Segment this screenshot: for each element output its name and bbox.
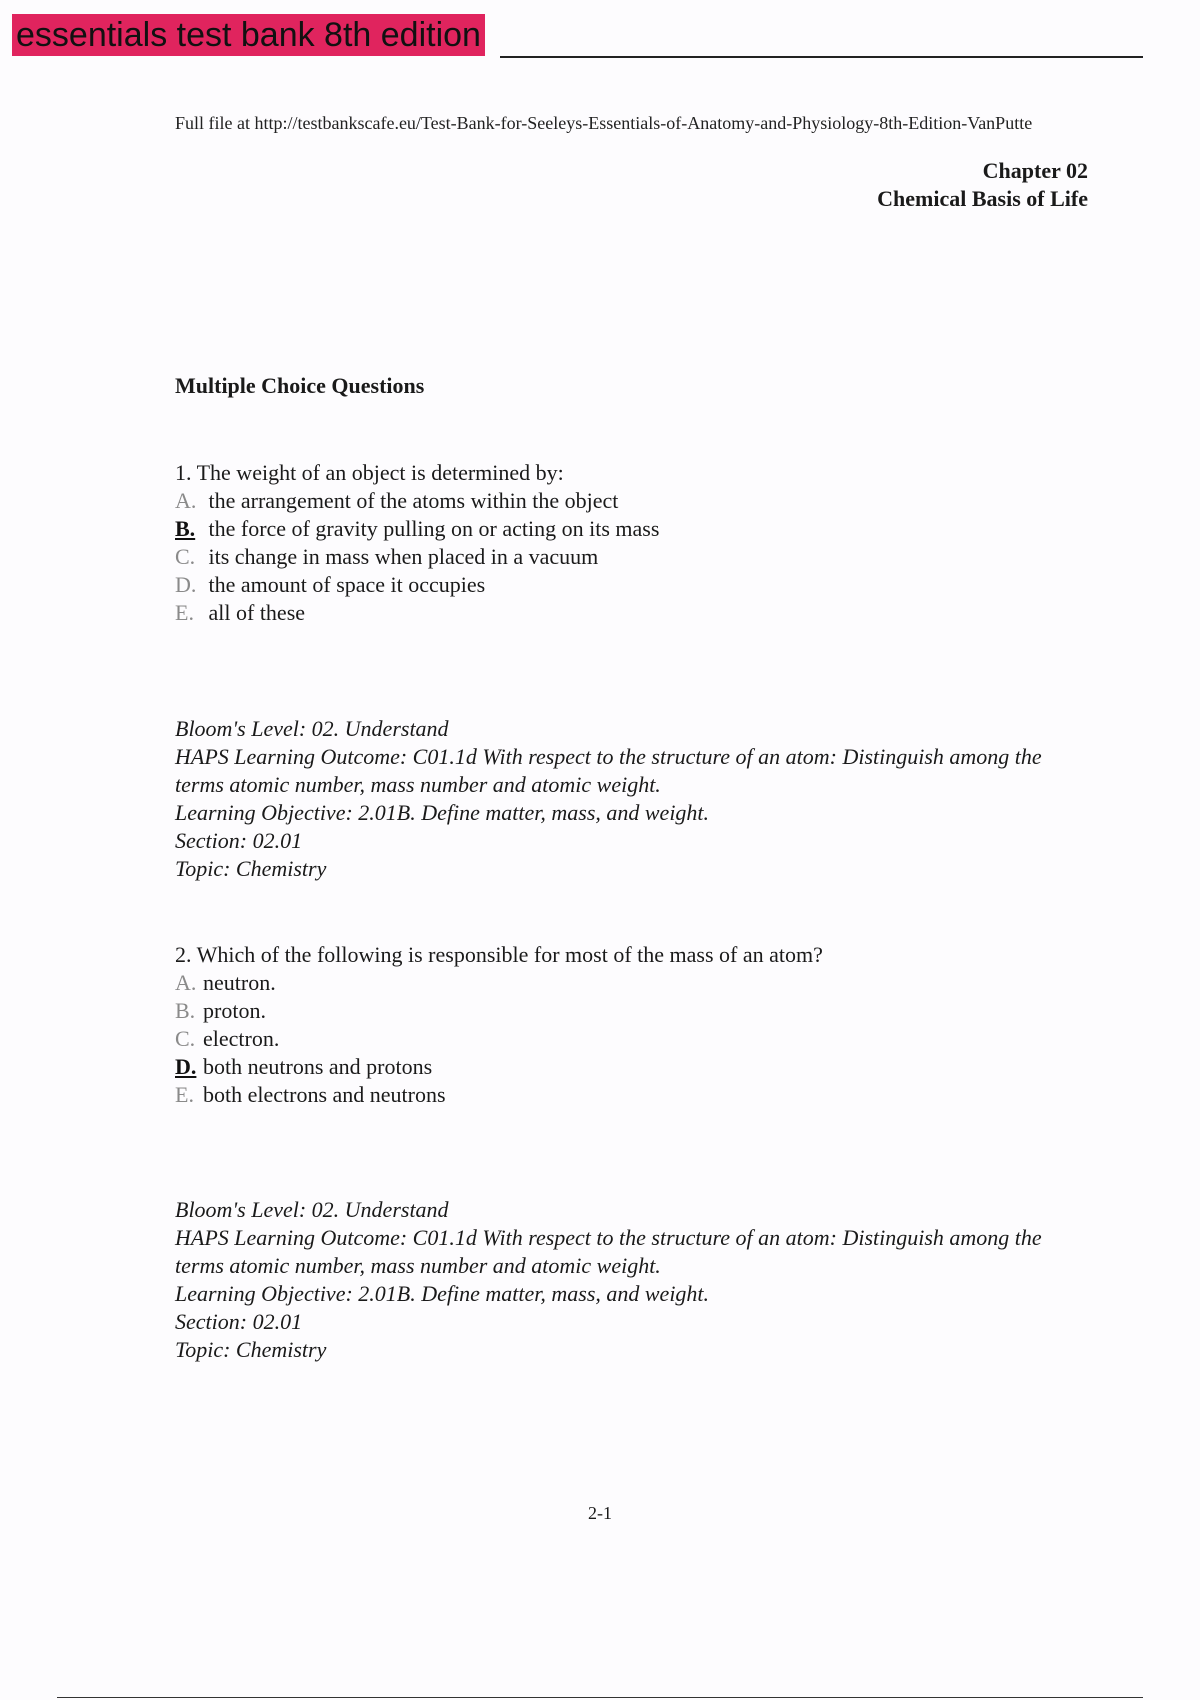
topic: Topic: Chemistry bbox=[175, 856, 327, 881]
choice-letter: D. bbox=[175, 572, 197, 597]
choice-letter-correct: D. bbox=[175, 1054, 197, 1079]
choice-b bbox=[175, 997, 1055, 1025]
section-ref: Section: 02.01 bbox=[175, 1309, 303, 1334]
choice-a bbox=[175, 969, 1055, 997]
choice-text: the arrangement of the atoms within the object bbox=[208, 488, 619, 513]
choice-text: both neutrons and protons bbox=[203, 1054, 433, 1079]
choice-e bbox=[175, 1081, 1055, 1109]
learning-objective: Learning Objective: 2.01B. Define matter, mass, and weight. bbox=[175, 800, 710, 825]
choice-text: electron. bbox=[203, 1026, 280, 1051]
choice-text: its change in mass when placed in a vacuum bbox=[208, 544, 599, 569]
footer-rule bbox=[57, 1697, 1143, 1698]
section-title: Multiple Choice Questions bbox=[175, 373, 425, 398]
choice-text: both electrons and neutrons bbox=[203, 1082, 446, 1107]
choice-letter: E. bbox=[175, 600, 194, 625]
page-number: 2-1 bbox=[588, 1503, 612, 1523]
blooms-level: Bloom's Level: 02. Understand bbox=[175, 716, 449, 741]
source-url-line: Full file at http://testbankscafe.eu/Test-Bank-for-Seeleys-Essentials-of-Anatomy-and-Physiology-8th-Edition-VanPutte bbox=[175, 113, 1033, 133]
question-stem: 2. Which of the following is responsible for most of the mass of an atom? bbox=[175, 942, 823, 967]
choice-letter-correct: B. bbox=[175, 516, 196, 541]
choice-b-correct bbox=[175, 515, 1055, 543]
chapter-heading bbox=[877, 157, 1088, 213]
choice-d-correct bbox=[175, 1053, 1055, 1081]
question-2-metadata bbox=[175, 1196, 1055, 1364]
header-rule bbox=[500, 56, 1143, 58]
choice-text: proton. bbox=[203, 998, 266, 1023]
choice-text: the amount of space it occupies bbox=[208, 572, 486, 597]
chapter-number: Chapter 02 bbox=[982, 158, 1088, 183]
choice-text: the force of gravity pulling on or acting on its mass bbox=[208, 516, 660, 541]
section-ref: Section: 02.01 bbox=[175, 828, 303, 853]
question-2 bbox=[175, 941, 1055, 1109]
haps-outcome: HAPS Learning Outcome: C01.1d With respect to the structure of an atom: Distinguish among the terms atomic number, mass number and atomic weight. bbox=[175, 744, 1042, 797]
question-1 bbox=[175, 459, 1055, 627]
chapter-title: Chemical Basis of Life bbox=[877, 186, 1088, 211]
choice-letter: C. bbox=[175, 1026, 196, 1051]
choice-letter: C. bbox=[175, 544, 196, 569]
choice-a bbox=[175, 487, 1055, 515]
learning-objective: Learning Objective: 2.01B. Define matter, mass, and weight. bbox=[175, 1281, 710, 1306]
choice-letter: A. bbox=[175, 970, 197, 995]
banner-title: essentials test bank 8th edition bbox=[12, 14, 485, 56]
question-1-metadata bbox=[175, 715, 1055, 883]
choice-e bbox=[175, 599, 1055, 627]
haps-outcome: HAPS Learning Outcome: C01.1d With respect to the structure of an atom: Distinguish among the terms atomic number, mass number and atomic weight. bbox=[175, 1225, 1042, 1278]
blooms-level: Bloom's Level: 02. Understand bbox=[175, 1197, 449, 1222]
choice-letter: E. bbox=[175, 1082, 194, 1107]
choice-letter: B. bbox=[175, 998, 196, 1023]
topic: Topic: Chemistry bbox=[175, 1337, 327, 1362]
choice-c bbox=[175, 543, 1055, 571]
choice-text: neutron. bbox=[203, 970, 276, 995]
choice-letter: A. bbox=[175, 488, 197, 513]
choice-c bbox=[175, 1025, 1055, 1053]
choice-d bbox=[175, 571, 1055, 599]
choice-text: all of these bbox=[208, 600, 306, 625]
question-stem: 1. The weight of an object is determined by: bbox=[175, 460, 564, 485]
